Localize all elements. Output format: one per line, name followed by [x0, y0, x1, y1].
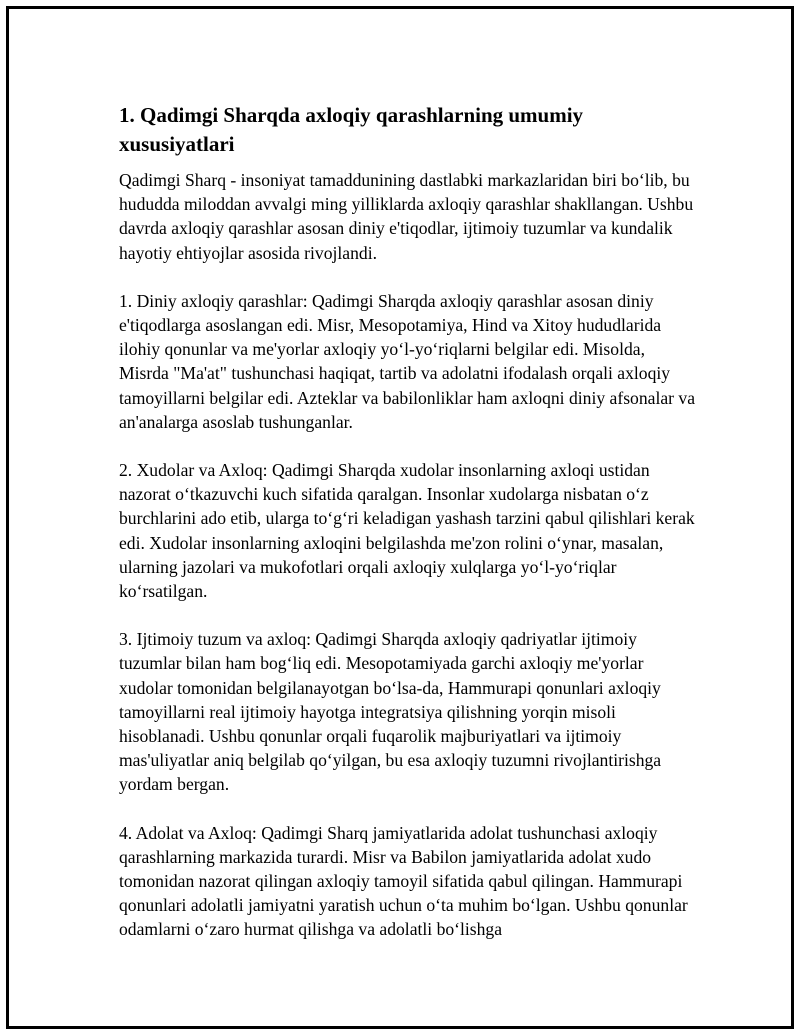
intro-paragraph: Qadimgi Sharq - insoniyat tamaddunining dastlabki markazlaridan biri bo‘lib, bu hududda miloddan avvalgi ming yilliklarda axloqiy qarashlar shakllangan. Ushbu davrda axloqiy qarashlar asosan diniy e'tiqodlar, ijtimoiy tuzumlar va kundalik hayotiy ehtiyojlar asosida rivojlandi. [119, 170, 694, 263]
paragraph-justice: 4. Adolat va Axloq: Qadimgi Sharq jamiyatlarida adolat tushunchasi axloqiy qarashlarning markazida turardi. Misr va Babilon jamiyatlarida adolat xudo tomonidan nazorat qilingan axloqiy tamoyil sifatida qabul qilingan. Hammurapi qonunlari adolatli jamiyatni yaratish uchun o‘ta muhim bo‘lgan. Ushbu qonunlar odamlarni o‘zaro hurmat qilishga va adolatli bo‘lishga [119, 822, 688, 940]
paragraph-religious-views: 1. Diniy axloqiy qarashlar: Qadimgi Sharqda axloqiy qarashlar asosan diniy e'tiqodlarga asoslangan edi. Misr, Mesopotamiya, Hind va Xitoy hududlarida ilohiy qonunlar va me'yorlar axloqiy yo‘l-yo‘riqlarni belgilar edi. Misolda, Misrda "Ma'at" tushunchasi haqiqat, tartib va adolatni ifodalash orqali axloqiy tamoyillarni belgilar edi. Azteklar va babilonliklar ham axloqni diniy afsonalar va an'analarga asoslab tushunganlar. [119, 290, 696, 432]
section-heading: 1. Qadimgi Sharqda axloqiy qarashlarning umumiy xususiyatlari [119, 103, 584, 156]
document-body [119, 101, 697, 966]
paragraph-social-order: 3. Ijtimoiy tuzum va axloq: Qadimgi Sharqda axloqiy qadriyatlar ijtimoiy tuzumlar bilan ham bog‘liq edi. Mesopotamiyada garchi axloqiy me'yorlar xudolar tomonidan belgilanayotgan bo‘lsa-da, Hammurapi qonunlari axloqiy tamoyillarni real ijtimoiy hayotga integratsiya qilishning yorqin misoli hisoblanadi. Ushbu qonunlar orqali fuqarolik majburiyatlari va ijtimoiy mas'uliyatlar aniq belgilab qo‘yilgan, bu esa axloqiy tuzumni rivojlantirishga yordam bergan. [119, 629, 662, 795]
paragraph-gods-and-ethics: 2. Xudolar va Axloq: Qadimgi Sharqda xudolar insonlarning axloqi ustidan nazorat o‘tkazuvchi kuch sifatida qaralgan. Insonlar xudolarga nisbatan o‘z burchlarini ado etib, ularga to‘g‘ri keladigan yashash tarzini qabul qilishlari kerak edi. Xudolar insonlarning axloqini belgilashda me'zon rolini o‘ynar, masalan, ularning jazolari va mukofotlari orqali axloqiy xulqlarga yo‘l-yo‘riqlar ko‘rsatilgan. [119, 460, 695, 602]
page-frame [6, 6, 794, 1029]
